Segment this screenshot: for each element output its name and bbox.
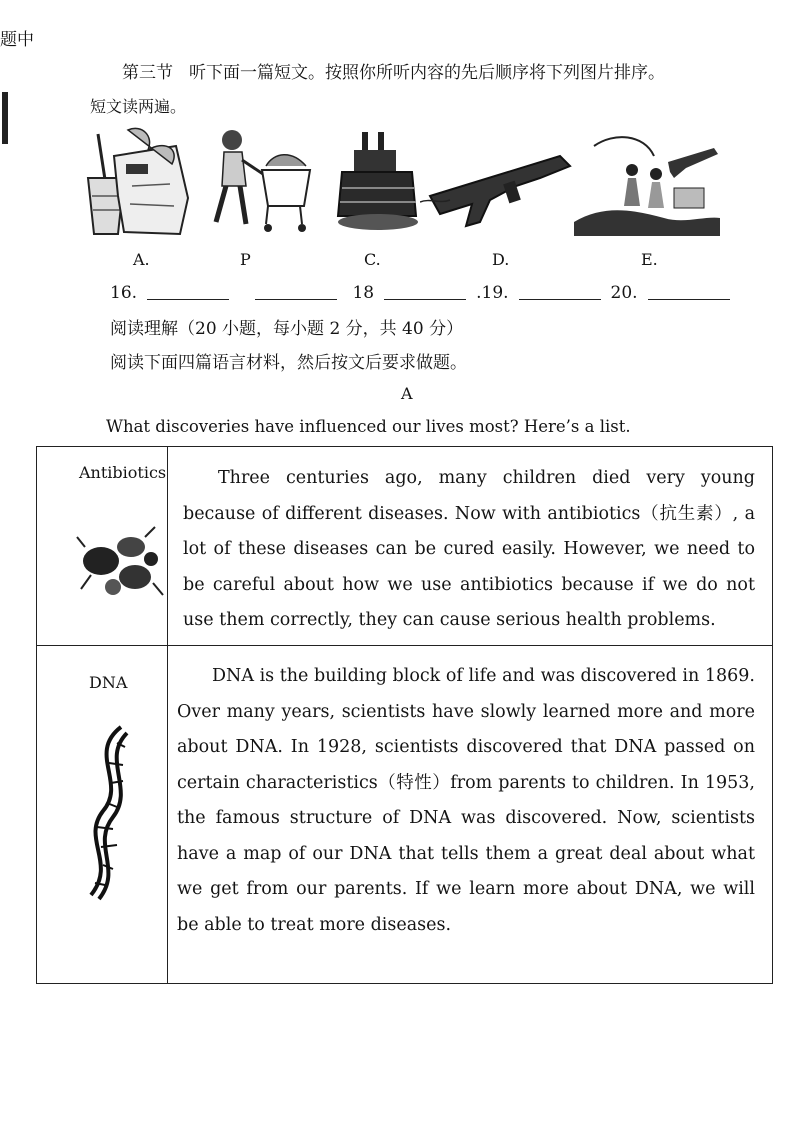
question-20-label: 20. bbox=[610, 283, 638, 303]
answer-blank-16[interactable] bbox=[147, 298, 229, 300]
binding-bar bbox=[2, 92, 8, 144]
picture-label-d: D. bbox=[492, 250, 510, 269]
section-subheading: 短文读两遍。 bbox=[90, 97, 187, 116]
row-text-antibiotics: Three centuries ago, many children died very young because of different diseases. Now with antibiotics（抗生素）, a lot of these diseases can be cured easily. However, we need to be careful about how we use antibiotics because if we do not use them correctly, they can cause serious health problems. bbox=[183, 468, 755, 630]
answer-blanks bbox=[110, 283, 740, 303]
answer-blank-20[interactable] bbox=[648, 298, 730, 300]
toy-gun-icon bbox=[420, 126, 574, 236]
margin-mark: 题中 bbox=[0, 30, 34, 50]
passage-letter: A bbox=[401, 384, 413, 403]
question-19-label: .19. bbox=[476, 283, 509, 303]
shopping-cart-icon bbox=[196, 126, 314, 236]
answer-blank-19[interactable] bbox=[519, 298, 601, 300]
discoveries-table bbox=[36, 446, 773, 984]
airport-travel-icon bbox=[574, 126, 720, 236]
drink-and-food-icon bbox=[84, 126, 194, 236]
table-divider-vertical bbox=[167, 447, 168, 983]
answer-blank-18[interactable] bbox=[384, 298, 466, 300]
answer-blank-17[interactable] bbox=[255, 298, 337, 300]
row-text-dna: DNA is the building block of life and was discovered in 1869. Over many years, scientists have slowly learned more and more about DNA. In 1928, scientists discovered that DNA passed on certain characteristics（特性）from parents to children. In 1953, the famous structure of DNA was discovered. Now, scientists have a map of our DNA that tells them a great deal about what we get from our parents. If we learn more about DNA, we will be able to treat more diseases. bbox=[177, 666, 755, 935]
picture-label-b: P bbox=[240, 250, 251, 269]
birthday-cake-icon bbox=[336, 126, 420, 236]
picture-label-e: E. bbox=[641, 250, 658, 269]
table-divider-horizontal bbox=[37, 645, 772, 646]
bacteria-icon bbox=[71, 517, 167, 607]
reading-instruction: 阅读下面四篇语言材料，然后按文后要求做题。 bbox=[110, 353, 467, 373]
row-title-antibiotics: Antibiotics bbox=[79, 463, 167, 482]
picture-label-a: A. bbox=[133, 250, 150, 269]
reading-section-title: 阅读理解（20 小题，每小题 2 分，共 40 分） bbox=[110, 319, 464, 339]
question-16-label: 16. bbox=[110, 283, 138, 303]
dna-helix-icon bbox=[77, 723, 137, 901]
section-heading-text: 听下面一篇短文。按照你所听内容的先后顺序将下列图片排序。 bbox=[189, 63, 665, 83]
section-number: 第三节 bbox=[122, 63, 173, 83]
question-18-label: 18 bbox=[352, 283, 375, 303]
section-heading bbox=[122, 58, 665, 83]
picture-label-c: C. bbox=[364, 250, 381, 269]
row-title-dna: DNA bbox=[89, 673, 128, 692]
passage-intro: What discoveries have influenced our lives most? Here’s a list. bbox=[106, 417, 631, 436]
